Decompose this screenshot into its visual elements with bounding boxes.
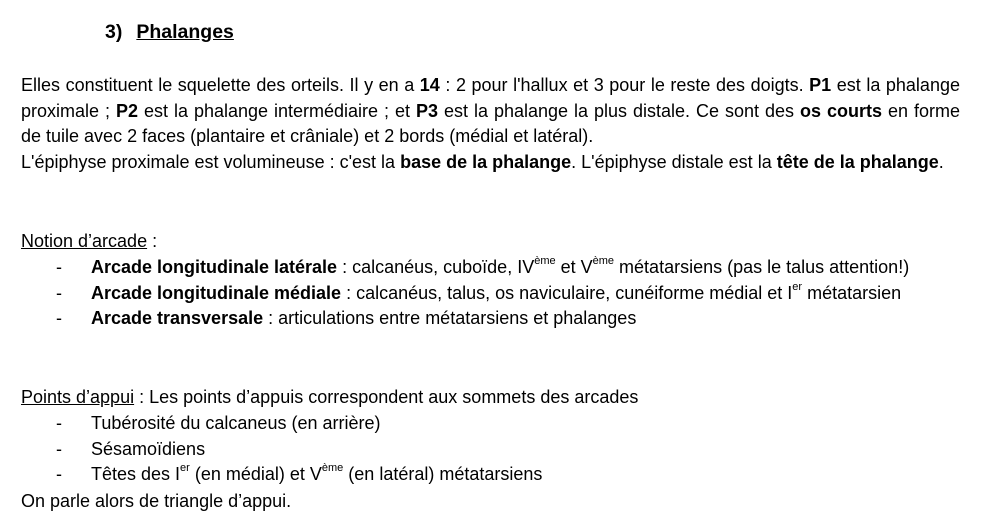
superscript: ème (321, 462, 344, 474)
epiphyse-bold-tete: tête de la phalange (776, 152, 939, 172)
list-item (21, 462, 960, 488)
arcade-heading (21, 229, 960, 255)
arcade-item-text: métatarsien (802, 282, 902, 303)
list-dash: - (56, 413, 62, 433)
arcade-label: Notion d’arcade (21, 231, 148, 251)
intro-bold-count: 14 (419, 75, 440, 95)
list-item (21, 306, 960, 332)
intro-bold-os-courts: os courts (799, 100, 882, 121)
epiphyse-text: . L'épiphyse distale est la (571, 152, 777, 172)
list-dash: - (56, 282, 62, 303)
list-dash: - (56, 464, 62, 484)
section-number: 3) (105, 21, 123, 43)
appui-item-text: (en médial) et V (189, 464, 322, 484)
list-dash: - (56, 257, 62, 277)
arcade-item-title: Arcade longitudinale médiale (91, 282, 342, 303)
intro-bold-p2: P2 (115, 100, 139, 121)
intro-paragraph (21, 73, 960, 150)
section-heading (105, 19, 234, 45)
intro-text: est la phalange la plus distale. Ce sont des (438, 100, 800, 121)
appui-label: Points d’appui (21, 387, 135, 407)
arcade-label-suffix: : (147, 231, 158, 251)
intro-text: en forme de tuile avec 2 faces (plantaire et crâniale) et 2 bords (médial et latéral). (21, 100, 960, 146)
superscript: ème (534, 255, 556, 267)
list-dash: - (56, 438, 62, 459)
arcade-item-title: Arcade transversale (91, 308, 264, 328)
arcade-item-text: : calcanéus, cuboïde, IV (337, 257, 535, 277)
conclusion-paragraph (21, 489, 960, 515)
appui-label-suffix: : Les points d’appuis correspondent aux sommets des arcades (134, 387, 639, 407)
list-item (21, 281, 960, 307)
intro-text: : 2 pour l'hallux et 3 pour le reste des doigts. (439, 75, 810, 95)
section-title: Phalanges (136, 21, 234, 43)
list-item (21, 437, 960, 463)
arcade-list (21, 255, 960, 332)
superscript: er (792, 280, 803, 293)
intro-text: est la phalange intermédiaire ; et (138, 100, 416, 121)
epiphyse-text: L'épiphyse proximale est volumineuse : c'est la (21, 152, 401, 172)
intro-text: est la phalange proximale ; (21, 75, 960, 121)
list-dash: - (56, 308, 62, 328)
appui-list (21, 411, 960, 488)
list-item (21, 411, 960, 437)
appui-heading (21, 385, 960, 411)
arcade-item-text: : articulations entre métatarsiens et phalanges (263, 308, 637, 328)
superscript: ème (592, 255, 615, 267)
epiphyse-paragraph (21, 150, 960, 176)
arcade-item-text: : calcanéus, talus, os naviculaire, cunéiforme médial et I (341, 282, 793, 303)
appui-item-text: (en latéral) métatarsiens (343, 464, 543, 484)
appui-item-text: Tubérosité du calcaneus (en arrière) (91, 413, 381, 433)
epiphyse-bold-base: base de la phalange (400, 152, 572, 172)
arcade-item-title: Arcade longitudinale latérale (91, 257, 338, 277)
intro-bold-p3: P3 (416, 100, 439, 121)
intro-bold-p1: P1 (809, 75, 832, 95)
epiphyse-text: . (938, 152, 944, 172)
intro-text: Elles constituent le squelette des orteils. Il y en a (21, 75, 420, 95)
arcade-item-text: métatarsiens (pas le talus attention!) (614, 257, 910, 277)
superscript: er (180, 462, 190, 474)
list-item (21, 255, 960, 281)
arcade-item-text: et V (555, 257, 593, 277)
appui-item-text: Têtes des I (91, 464, 181, 484)
appui-item-text: Sésamoïdiens (91, 438, 206, 459)
conclusion-text: On parle alors de triangle d’appui. (21, 491, 292, 511)
